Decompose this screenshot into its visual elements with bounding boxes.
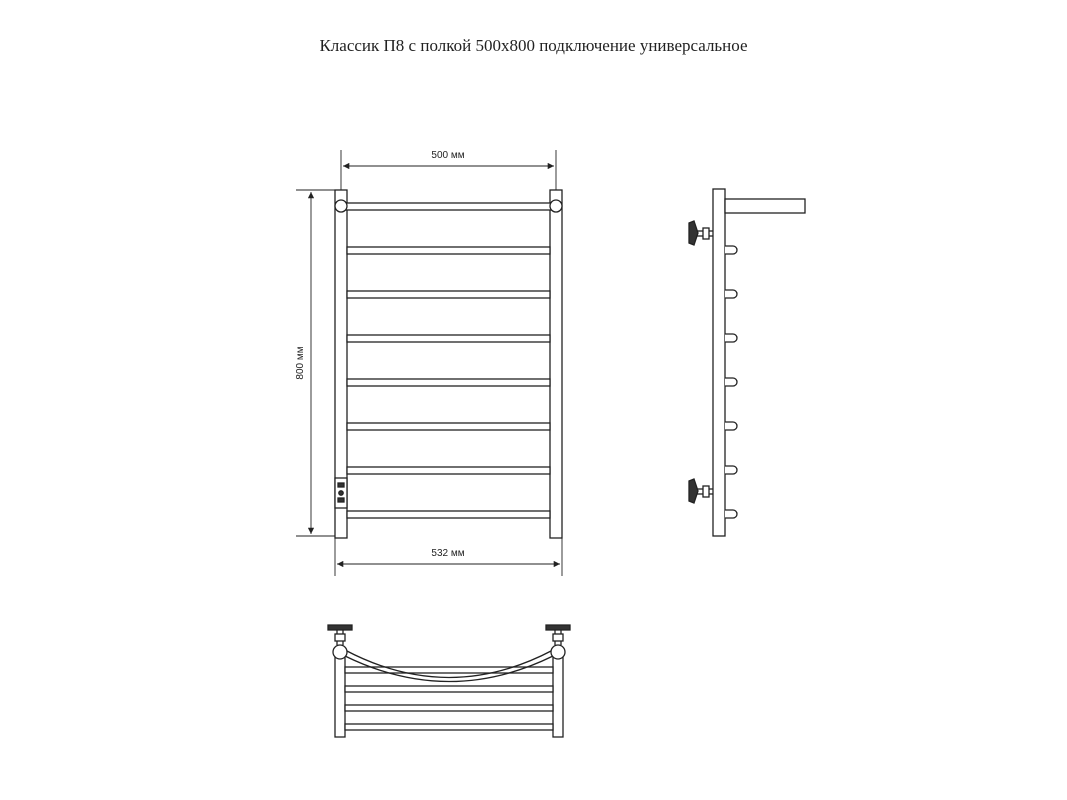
side-peg — [725, 378, 737, 386]
side-peg — [725, 422, 737, 430]
top-valve-left — [328, 625, 352, 645]
top-right-joint — [551, 645, 565, 659]
front-rung — [347, 511, 550, 518]
top-left-post — [335, 655, 345, 737]
side-view — [689, 189, 805, 536]
side-peg — [725, 246, 737, 254]
top-valve-right — [546, 625, 570, 645]
dim-height: 800 мм — [295, 346, 306, 380]
dim-width-inner: 500 мм — [431, 150, 465, 161]
top-shelf-bar — [345, 705, 553, 711]
side-post — [713, 189, 725, 536]
front-rung — [347, 467, 550, 474]
top-left-joint — [333, 645, 347, 659]
control-unit — [335, 478, 347, 508]
side-peg — [725, 290, 737, 298]
front-rung — [347, 335, 550, 342]
diagram-title: Классик П8 с полкой 500х800 подключение универсальное — [319, 36, 748, 55]
shelf-bar — [335, 200, 562, 212]
side-pegs — [725, 246, 737, 518]
front-view — [335, 190, 562, 538]
front-rung — [347, 247, 550, 254]
valve-upper — [689, 221, 713, 245]
side-shelf — [725, 199, 805, 213]
side-peg — [725, 466, 737, 474]
valve-lower — [689, 479, 713, 503]
side-peg — [725, 510, 737, 518]
top-view — [328, 625, 570, 737]
front-rung — [347, 379, 550, 386]
front-rung — [347, 423, 550, 430]
right-post — [550, 190, 562, 538]
top-shelf-bar — [345, 686, 553, 692]
top-shelf-bar — [345, 724, 553, 730]
front-rungs — [347, 247, 550, 518]
front-rung — [347, 291, 550, 298]
top-shelf-bar — [345, 667, 553, 673]
top-shelf-bars — [345, 667, 553, 730]
top-right-post — [553, 655, 563, 737]
side-peg — [725, 334, 737, 342]
dim-width-outer: 532 мм — [431, 548, 465, 559]
